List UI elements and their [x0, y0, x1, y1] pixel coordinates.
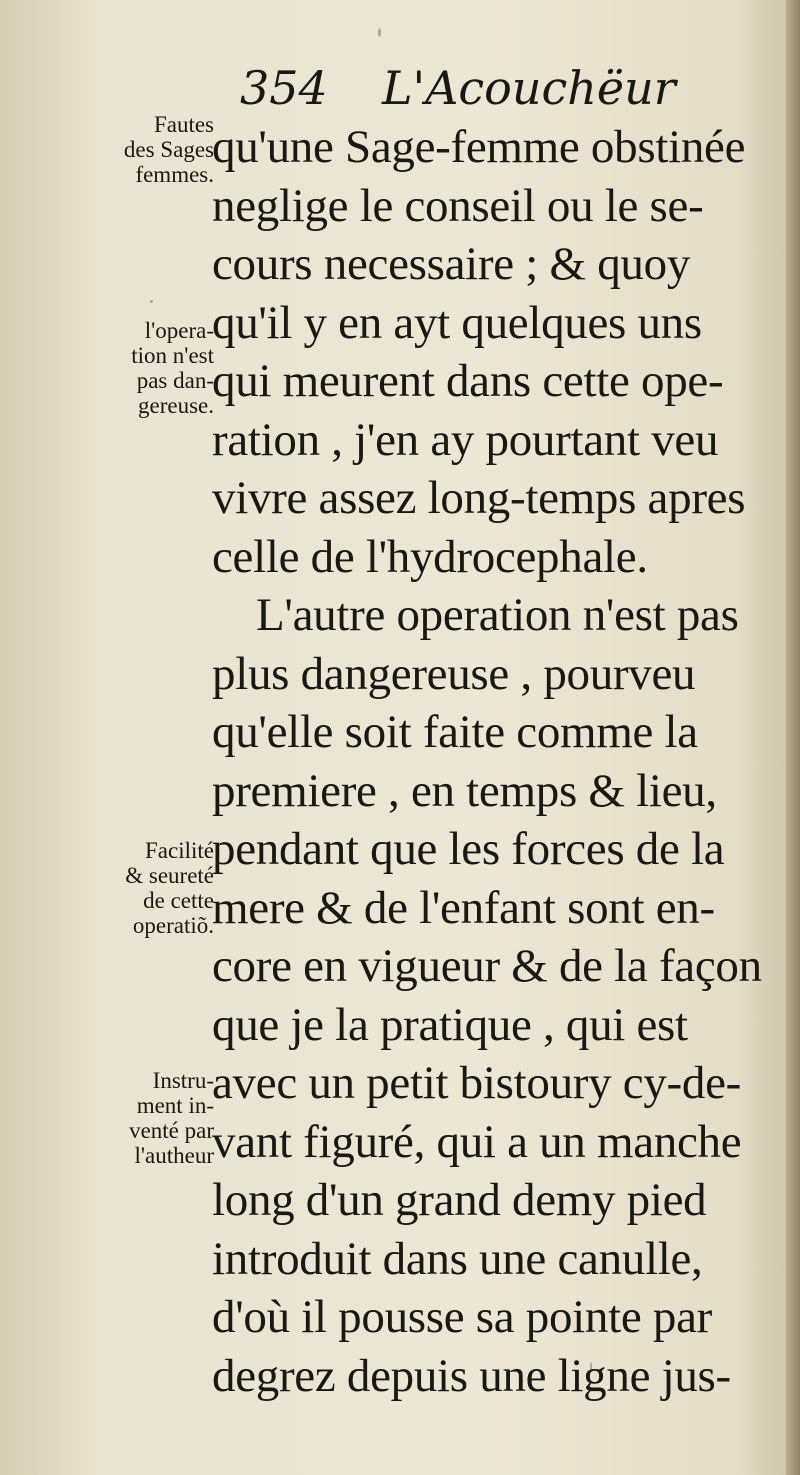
marginal-note-line: Fautes — [153, 112, 214, 137]
text-line: que je la pratique , qui est — [212, 998, 688, 1051]
marginal-note-line: Instru- — [152, 1068, 214, 1093]
text-line: degrez depuis une ligne jus- — [212, 1349, 731, 1402]
marginal-note-line: de cette — [143, 888, 214, 913]
text-line: qu'il y en ayt quelques uns — [212, 296, 702, 349]
text-line: pendant que les forces de la — [212, 823, 725, 875]
page-edge — [786, 0, 800, 1475]
text-line: long d'un grand demy pied — [212, 1174, 707, 1226]
marginal-note-line: tion n'est — [131, 343, 214, 368]
running-title: L'Acouchëur — [382, 61, 676, 115]
marginal-note — [44, 318, 214, 418]
ink-speck — [590, 1362, 592, 1372]
text-line: qui meurent dans cette ope- — [212, 355, 724, 407]
text-line: ration , j'en ay pourtant veu — [212, 413, 719, 466]
text-line: cours necessaire ; & quoy — [212, 238, 691, 290]
text-line: celle de l'hydrocephale. — [212, 530, 648, 583]
page-header — [240, 62, 700, 122]
text-line: vivre assez long-temps apres — [212, 472, 746, 524]
ink-speck — [378, 28, 381, 37]
text-line: neglige le conseil ou le se- — [212, 179, 704, 232]
text-line: mere & de l'enfant sont en- — [212, 881, 715, 934]
marginal-note — [44, 838, 214, 938]
marginal-note-line: des Sages — [123, 137, 214, 162]
text-line: vant figuré, qui a un manche — [212, 1115, 742, 1168]
text-line: core en vigueur & de la façon — [212, 940, 762, 992]
text-line: premiere , en temps & lieu, — [212, 764, 717, 817]
text-line: qu'elle soit faite comme la — [212, 706, 698, 758]
marginal-note-line: venté par — [129, 1118, 214, 1143]
marginal-note-line: operatiõ. — [132, 913, 214, 938]
body-text — [212, 118, 772, 1405]
text-line: d'où il pousse sa pointe par — [212, 1291, 713, 1343]
text-line: L'autre operation n'est pas — [256, 589, 739, 641]
marginal-note — [44, 1068, 214, 1168]
text-line: avec un petit bistoury cy-de- — [212, 1057, 742, 1109]
marginal-note-line: l'opera- — [144, 318, 214, 343]
marginal-note-line: gereuse. — [138, 393, 214, 418]
marginal-note-line: pas dan- — [136, 368, 214, 393]
marginal-note-line: femmes. — [135, 162, 214, 187]
marginal-note-line: ment in- — [136, 1093, 214, 1118]
text-line: introduit dans une canulle, — [212, 1232, 703, 1285]
text-line: plus dangereuse , pourveu — [212, 647, 696, 700]
marginal-note — [44, 112, 214, 187]
marginal-note-line: & seureté — [125, 863, 214, 888]
ink-speck — [150, 300, 153, 303]
text-line: qu'une Sage-femme obstinée — [212, 121, 746, 173]
marginal-note-line: l'autheur — [134, 1143, 214, 1168]
marginal-note-line: Facilité — [145, 838, 214, 863]
page-number: 354 — [240, 61, 328, 115]
